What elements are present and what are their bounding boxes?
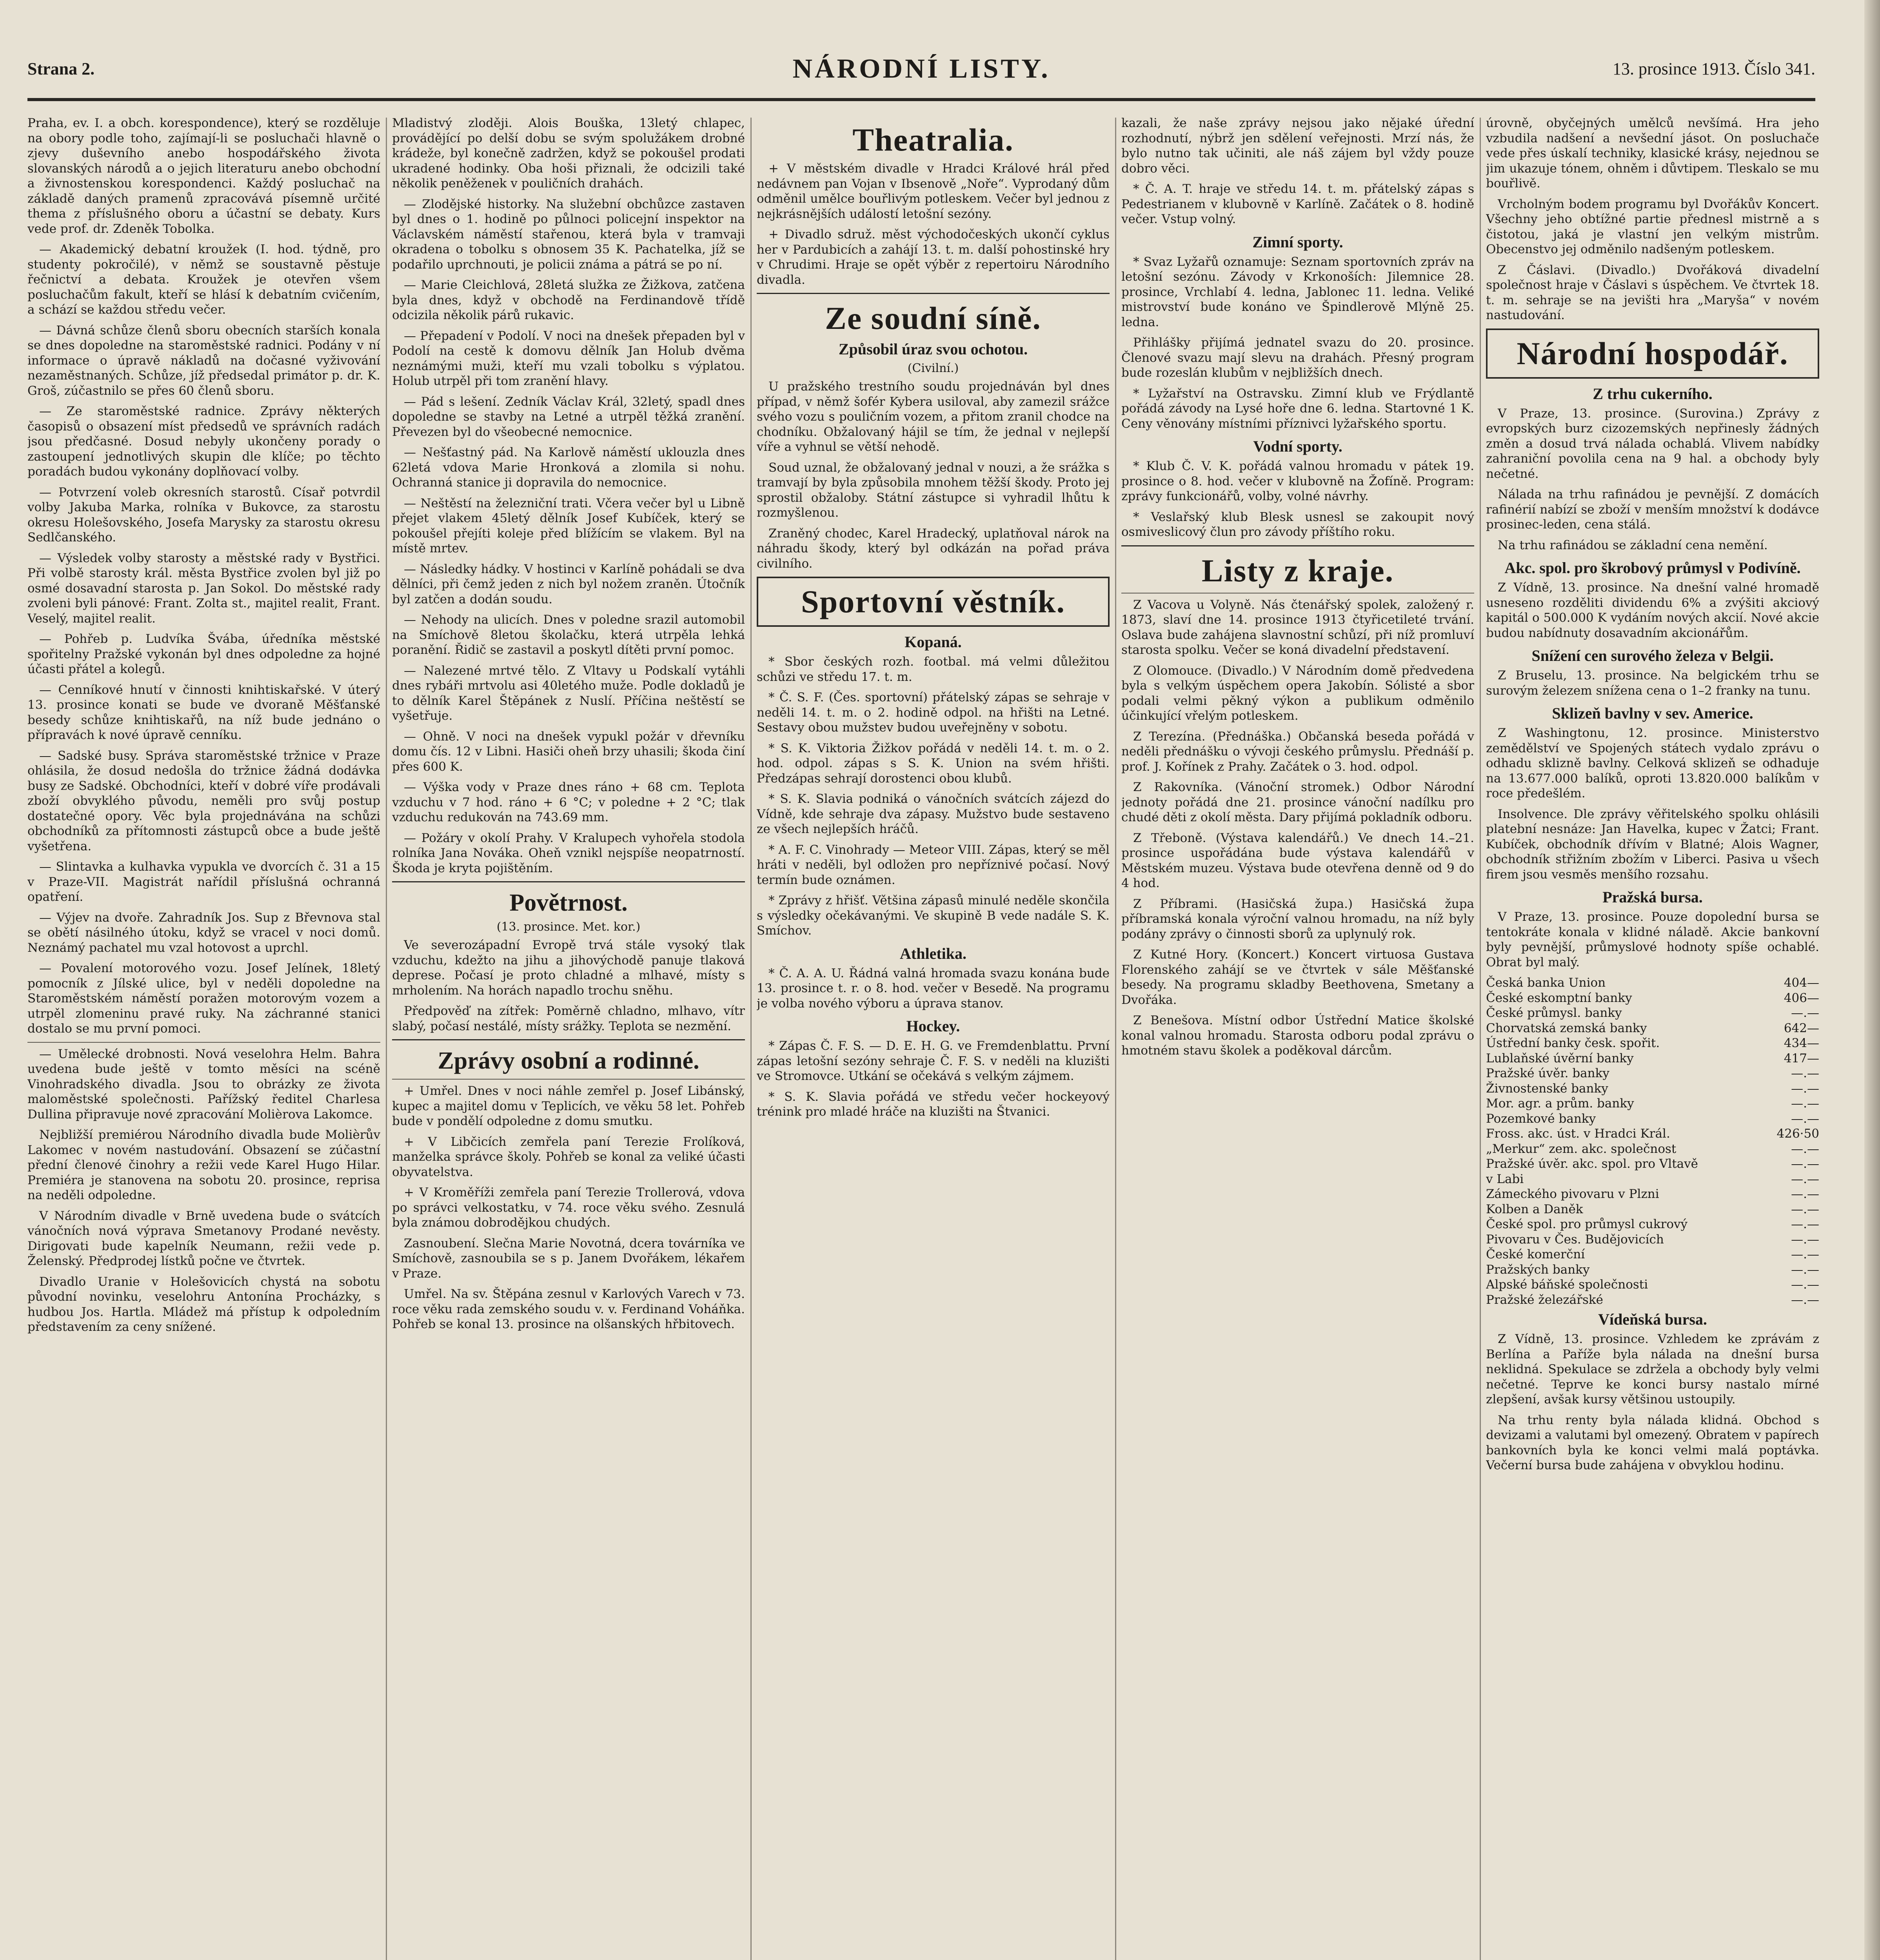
security-price: —.— [1791,1292,1819,1307]
date-issue: 13. prosince 1913. Číslo 341. [1613,59,1815,78]
security-price: 417— [1784,1051,1819,1065]
security-price: 426·50 [1776,1127,1819,1141]
article-text: + V Libčicích zemřela paní Terezie Frolíková, manželka správce školy. Pohřeb se konal za veliké účasti obyvatelstva. [392,1134,745,1179]
security-name: Pivovaru v Čes. Budějovicích [1486,1232,1664,1247]
security-name: České spol. pro průmysl cukrový [1486,1217,1688,1231]
section-divider [1121,545,1474,546]
section-subheading: Hockey. [906,1017,960,1035]
security-price: —.— [1791,1066,1819,1080]
page-label: Strana 2. [27,59,95,78]
column-1 [27,116,380,1960]
table-row [1486,1187,1819,1202]
section-heading-court: Ze soudní síně. [825,300,1041,336]
security-name: Pražské úvěr. banky [1486,1066,1609,1080]
article-text: * Zápas Č. F. S. — D. E. H. G. ve Fremdenblattu. První zápas letošní sezóny sehraje Č. F. S. v neděli na kluzišti ve Stromovce. Utkání se očekává s velkým zájmem. [757,1039,1110,1083]
article-text: Z Terezína. (Přednáška.) Občanská beseda pořádá v neděli přednášku o vývoji českého průmyslu. Přednáší p. prof. J. Kořínek z Prahy. Začátek o 3. hod. odpol. [1121,729,1474,774]
security-name: Fross. akc. úst. v Hradci Král. [1486,1127,1670,1141]
column-rule [1480,118,1481,1960]
article-text: — Ze staroměstské radnice. Zprávy některých časopisů o obsazení míst předsedů ve správních radách jsou předčasné. Dosud nebyly ukončeny porady o zastoupení jednotlivých skupin dle klíče; po těchto poradách budou vykonány doplňovací volby. [27,404,380,479]
article-text: — Pohřeb p. Ludvíka Švába, úředníka městské spořitelny Pražské vykonán byl dnes odpoledne za hojné účasti přátel a kolegů. [27,632,380,676]
section-heading-theatre: Theatralia. [852,122,1014,158]
column-3 [757,116,1110,1960]
article-text: Z Příbrami. (Hasičská župa.) Hasičská župa příbramská konala výroční valnou hromadu, na níž byly podány zprávy o činnosti sborů za uplynulý rok. [1121,897,1474,941]
section-subheading: Zimní sporty. [1252,233,1343,251]
article-text: — Následky hádky. V hostinci v Karlíně pohádali se dva dělníci, při čemž jeden z nich byl nožem zraněn. Útočník byl zatčen a dodán soudu. [392,562,745,606]
section-subheading: (13. prosince. Met. kor.) [496,920,641,934]
article-text: Z Benešova. Místní odbor Ústřední Matice školské konal valnou hromadu. Starosta odboru podal zprávu o hmotném stavu školek a poděkoval dárcům. [1121,1013,1474,1058]
article-text: — Sadské busy. Správa staroměstské tržnice v Praze ohlásila, že dosud nedošla do tržnice žádná dodávka busy ze Sadské. Obchodníci, kteří v dobré víře prodávali zboží obvyklého původu, neměli pro svůj postup dostatečné opory. Věc byla projednávána na schůzi obchodníků za přítomnosti zástupců obce a bude ještě vyšetřena. [27,748,380,853]
article-text: — Požáry v okolí Prahy. V Kralupech vyhořela stodola rolníka Jana Nováka. Oheň vznikl nejspíše neopatrností. Škoda je kryta pojištěním. [392,831,745,875]
security-name: České průmysl. banky [1486,1006,1622,1020]
article-text: — Cenníkové hnutí v činnosti knihtiskařské. V úterý 13. prosince konati se bude ve dvoraně Měšťanské besedy schůze knihtiskařů, na níž bude jednáno o přípravách k nové úpravě cenníku. [27,682,380,742]
table-row [1486,1036,1819,1051]
security-name: Chorvatská zemská banky [1486,1021,1647,1035]
section-subheading: Z trhu cukerního. [1593,385,1713,403]
article-text: Vrcholným bodem programu byl Dvořákův Koncert. Všechny jeho obtížné partie přednesl mistrně a s čistotou, jaká je vlastní jen velkým mistrům. Obecenstvo jej odměnilo nadšeným potleskem. [1486,197,1819,256]
article-text: — Zlodějské historky. Na služební obchůzce zastaven byl dnes o 1. hodině po půlnoci policejní inspektor na Václavském náměstí stařenou, která byla v tramvaji okradena o tobolku s obnosem 35 K. Pachatelka, jíž se podařilo uprchnouti, je policii známa a pátrá se po ní. [392,197,745,272]
article-text: * S. K. Slavia pořádá ve středu večer hockeyový trénink pro mladé hráče na kluzišti na Štvanici. [757,1089,1110,1119]
security-name: Mor. agr. a prům. banky [1486,1096,1634,1111]
table-row [1486,1111,1819,1127]
article-text: V Národním divadle v Brně uvedena bude o svátcích vánočních nová výprava Smetanovy Prodané nevěsty. Dirigovati bude kapelník Neumann, režii vede p. Želenský. Předprodej lístků počne ve čtvrtek. [27,1209,380,1268]
section-divider [27,1042,380,1043]
table-row [1486,1126,1819,1142]
security-price: —.— [1791,1262,1819,1277]
page-header [27,51,1815,101]
section-subheading: Pražská bursa. [1602,888,1703,906]
article-text: U pražského trestního soudu projednáván byl dnes případ, v němž šofér Kybera usiloval, aby zamezil srážce svého vozu s pouličním vozem, a přitom zranil chodce na chodníku. Obžalovaný hájil se tím, že jednal v nejlepší víře a vyhnul se větší nehodě. [757,379,1110,454]
column-rule [750,118,752,1960]
security-price: —.— [1791,1278,1819,1292]
section-heading-personal-news: Zprávy osobní a rodinné. [438,1047,699,1074]
security-price: 434— [1784,1036,1819,1050]
table-row [1486,1005,1819,1021]
security-price: —.— [1791,1247,1819,1261]
article-text: Z Vacova u Volyně. Nás čtenářský spolek, založený r. 1873, slaví dne 14. prosince 1913 čtyřicetileté trvání. Oslava bude zahájena slavnostní schůzí, při níž promluví starosta spolku. Večer se koná divadelní představení. [1121,597,1474,657]
article-headline: Způsobil úraz svou ochotou. [838,340,1028,358]
table-row [1486,1292,1819,1308]
article-text: — Marie Cleichlová, 28letá služka ze Žižkova, zatčena byla dnes, když v obchodě na Ferdinandově třídě odcizila několik párů rukavic. [392,278,745,322]
article-text: * S. K. Viktoria Žižkov pořádá v neděli 14. t. m. o 2. hod. odpol. zápas s S. K. Union na svém hřišti. Předzápas sehrají dorostenci obou klubů. [757,741,1110,786]
column-rule [386,118,387,1960]
security-price: —.— [1791,1081,1819,1096]
section-subheading: Athletika. [900,944,966,962]
section-divider [392,881,745,882]
article-text: Z Olomouce. (Divadlo.) V Národním domě předvedena byla s velkým úspěchem opera Jakobín. Sólisté a sbor podali velmi pěkný výkon a publikum odměnilo účinkující vřelým potleskem. [1121,663,1474,723]
newspaper-title: NÁRODNÍ LISTY. [792,54,1050,84]
article-text: — Umělecké drobnosti. Nová veselohra Helm. Bahra uvedena bude ještě v tomto měsíci na scéně Vinohradského divadla. Jsou to obrázky ze života maloměstské společnosti. Pařížský ředitel Charlesa Dullina připravuje nové zpracování Molièrova Lakomce. [27,1047,380,1122]
table-row [1486,1277,1819,1292]
article-text: Na trhu renty byla nálada klidná. Obchod s devizami a valutami byl omezený. Obratem v papírech bankovních byla ke konci velmi malá poptávka. Večerní bursa bude zahájena v obvyklou hodinu. [1486,1413,1819,1472]
article-text: Zraněný chodec, Karel Hradecký, uplatňoval nárok na náhradu škody, který byl odkázán na pořad práva civilního. [757,526,1110,571]
article-text: Ve severozápadní Evropě trvá stále vysoký tlak vzduchu, kdežto na jihu a jihovýchodě panuje tlaková deprese. Počasí je proto chladné a mlhavé, místy s mrholením. Na horách napadlo trochu sněhu. [392,938,745,998]
article-text: — Neštěstí na železniční trati. Včera večer byl u Libně přejet vlakem 45letý dělník Josef Kubíček, který se pokoušel přejíti koleje před blížícím se vlakem. Byl na místě mrtev. [392,496,745,555]
table-row [1486,1156,1819,1172]
security-name: Alpské báňské společnosti [1486,1278,1648,1292]
security-name: České komerční [1486,1247,1585,1261]
article-text: + Umřel. Dnes v noci náhle zemřel p. Josef Libánský, kupec a majitel domu v Teplicích, ve věku 58 let. Pohřeb bude v pondělí odpoledne z domu smutku. [392,1084,745,1128]
article-text: Z Vídně, 13. prosince. Na dnešní valné hromadě usneseno rozděliti dividendu 6% a zvýšiti akciový kapitál o 500.000 K vydáním nových akcií. Nové akcie budou nabídnuty dosavadním akcionářům. [1486,581,1819,640]
section-subheading: Sklizeň bavlny v sev. Americe. [1552,704,1753,722]
table-row [1486,1096,1819,1111]
article-text: * Veslařský klub Blesk usnesl se zakoupit nový osmiveslicový člun pro závody příštího roku. [1121,510,1474,539]
article-text: Z Bruselu, 13. prosince. Na belgickém trhu se surovým železem snížena cena o 1–2 franky na tunu. [1486,668,1819,698]
article-text: Z Washingtonu, 12. prosince. Ministerstvo zemědělství ve Spojených státech vydalo zprávu o odhadu sklizně bavlny. Celková sklizeň se odhaduje na 13.677.000 balíků, oproti 13.820.000 balíkům v roce předešlém. [1486,726,1819,800]
table-row [1486,1232,1819,1247]
section-heading-weather: Povětrnost. [509,889,628,916]
table-row [1486,1066,1819,1081]
article-text: Praha, ev. I. a obch. korespondence), který se rozděluje na obory podle toho, zajímají-li se posluchači hlavně o zjevy duševního anebo hospodářského života slovanských národů a o jejich literaturu anebo obchodní a živnostenskou korespondenci. Každý posluchač na základě daných pramenů zpracovává písemně určité thema z příslušného oboru a účastní se debaty. Kurs vede prof. dr. Zdeněk Tobolka. [27,116,380,236]
table-row [1486,975,1819,991]
article-text: — Nehody na ulicích. Dnes v poledne srazil automobil na Smíchově 8letou školačku, která utrpěla lehká poranění. Řidič se zastavil a poskytl dítěti první pomoc. [392,613,745,657]
table-row [1486,1021,1819,1036]
article-text: Z Čáslavi. (Divadlo.) Dvořáková divadelní společnost hraje v Čáslavi s úspěchem. Ve čtvrtek 18. t. m. sehraje se na jevišti hra „Maryša“ v novém nastudování. [1486,263,1819,322]
table-row [1486,1247,1819,1262]
security-name: v Labi [1486,1172,1524,1186]
section-subheading: Kopaná. [905,633,962,651]
article-text: + V městském divadle v Hradci Králové hrál před nedávnem pan Vojan v Ibsenově „Noře“. Vyprodaný dům odměnil umělce bouřlivým potleskem. Večer byl jednou z nejkrásnějších událostí letošní sezóny. [757,162,1110,221]
article-text: * Lyžařství na Ostravsku. Zimní klub ve Frýdlantě pořádá závody na Lysé hoře dne 6. ledna. Startovné 1 K. Ceny věnovány místními příznivci lyžařského sportu. [1121,386,1474,431]
security-name: Kolben a Daněk [1486,1202,1583,1216]
article-text: Zasnoubení. Slečna Marie Novotná, dcera továrníka ve Smíchově, zasnoubila se s p. Janem Dvořákem, lékařem v Praze. [392,1236,745,1281]
security-name: Pražské železářské [1486,1292,1603,1307]
article-text: Na trhu rafinádou se základní cena nemění. [1498,538,1768,552]
column-2 [392,116,745,1960]
article-text: — Dávná schůze členů sboru obecních starších konala se dnes dopoledne na staroměstské radnici. Podány v ní informace o úpravě nákladů na dočasné vyživování nezaměstnaných. Schůze, jíž předsedal primátor p. dr. K. Groš, zúčastnilo se přes 60 členů sboru. [27,323,380,398]
table-row [1486,1202,1819,1217]
article-text: Umřel. Na sv. Štěpána zesnul v Karlových Varech v 73. roce věku rada zemského soudu v. v. Ferdinand Voháňka. Pohřeb se konal 13. prosince na olšanských hřbitovech. [392,1287,745,1331]
article-text: Nejbližší premiérou Národního divadla bude Molièrův Lakomec v novém nastudování. Obsazení se zúčastní přední členové činohry a režii vede Karel Hugo Hilar. Premiéra je stanovena na sobotu 20. prosince, reprisa na neděli odpoledne. [27,1128,380,1202]
table-row [1486,1262,1819,1278]
article-text: Mladistvý zloději. Alois Bouška, 13letý chlapec, provádějící po delší dobu se svým spolužákem drobné krádeže, byl konečně zadržen, když se pokoušel prodati ukradené hodinky. Oba hoši přiznali, že odcizili také několik peněženek v pouličních drahách. [392,116,745,191]
article-text: V Praze, 13. prosince. (Surovina.) Zprávy z evropských burz cizozemských nepřinesly žádných změn a dosud trvá nálada ochablá. Vlivem nabídky zahraniční povolila cena na 9 hal. a obchody byly nečetné. [1486,406,1819,481]
security-price: —.— [1791,1187,1819,1201]
security-price: —.— [1791,1172,1819,1186]
table-row [1486,1172,1819,1187]
article-text: * A. F. C. Vinohrady — Meteor VIII. Zápas, který se měl hráti v neděli, byl odložen pro nepříznivé počasí. Nový termín bude oznámen. [757,842,1110,887]
security-name: Pozemkové banky [1486,1111,1596,1126]
security-name: Lublaňské úvěrní banky [1486,1051,1634,1065]
security-price: —.— [1791,1142,1819,1156]
security-price: —.— [1791,1217,1819,1231]
section-subheading: Vodní sporty. [1253,437,1342,455]
security-price: 642— [1784,1021,1819,1035]
section-subheading: Vídeňská bursa. [1598,1310,1707,1328]
article-text: * Sbor českých rozh. footbal. má velmi důležitou schůzi ve středu 17. t. m. [757,655,1110,684]
article-text: Z Vídně, 13. prosince. Vzhledem ke zprávám z Berlína a Paříže byla nálada na dnešní bursa neklidná. Spekulace se zdržela a obchody byly velmi nečetné. Teprve ke konci bursy nastalo mírné zlepšení, avšak kursy většinou ustoupily. [1486,1332,1819,1406]
article-text: — Nešťastný pád. Na Karlově náměstí uklouzla dnes 62letá vdova Marie Hronková a zlomila si nohu. Ochranná stanice ji dopravila do nemocnice. [392,445,745,490]
section-divider [392,1079,745,1080]
page-edge [1864,0,1880,1960]
article-text: Z Třeboně. (Výstava kalendářů.) Ve dnech 14.–21. prosince uspořádána bude výstava kalendářů v Městském muzeu. Výstava bude otevřena denně od 9 do 4 hod. [1121,831,1474,890]
article-text: — Nalezené mrtvé tělo. Z Vltavy u Podskalí vytáhli dnes rybáři mrtvolu asi 40letého muže. Podle dokladů je to dělník Karel Štěpánek z Nuslí. Příčina neštěstí se vyšetřuje. [392,663,745,723]
security-price: —.— [1791,1157,1819,1171]
article-text: — Přepadení v Podolí. V noci na dnešek přepaden byl v Podolí na cestě k domovu dělník Jan Holub dvěma neznámými muži, kteří mu vzali tobolku s výplatou. Holub utrpěl při tom zranění hlavy. [392,328,745,388]
article-text: Z Rakovníka. (Vánoční stromek.) Odbor Národní jednoty pořádá dne 21. prosince vánoční nadílku pro chudé děti z okolí města. Dary přijímá pokladník odboru. [1121,780,1474,824]
table-row [1486,1081,1819,1096]
bourse-table [1486,975,1819,1307]
security-price: —.— [1791,1232,1819,1247]
security-name: Ústřední banky česk. spořit. [1486,1036,1660,1050]
article-text: — Akademický debatní kroužek (I. hod. týdně, pro studenty pokročilé), v němž se soustavně pěstuje řečnictví a debata. Kroužek je otevřen všem posluchačům fakult, kteří se hlásí k debatním cvičením, a schází se každou středu večer. [27,242,380,317]
sport-heading-box [757,577,1110,627]
article-text: Insolvence. Dle zprávy věřitelského spolku ohlásili platební nesnáze: Jan Havelka, kupec v Žatci; Frant. Kubíček, obchodník dřívím v Blatné; Alois Wagner, obchodník střižním zbožím v Liberci. Pasiva u všech firem jsou vesměs menšího rozsahu. [1486,807,1819,882]
security-price: 406— [1784,991,1819,1005]
table-row [1486,1051,1819,1066]
security-name: Pražské úvěr. akc. spol. pro Vltavě [1486,1157,1698,1171]
article-text: Divadlo Uranie v Holešovicích chystá na sobotu původní novinku, veselohru Antonína Procházky, s hudbou Jos. Hartla. Mládež má přístup k odpoledním představením za ceny snížené. [27,1274,380,1334]
article-text: — Slintavka a kulhavka vypukla ve dvorcích č. 31 a 15 v Praze-VII. Magistrát nařídil příslušná ochranná opatření. [27,860,380,904]
section-heading-regional: Listy z kraje. [1201,552,1394,588]
article-text: Předpověď na zítřek: Poměrně chladno, mlhavo, vítr slabý, počasí nestálé, místy srážky. Teplota se nezmění. [392,1004,745,1033]
article-text: * Č. A. T. hraje ve středu 14. t. m. přátelský zápas s Pedestrianem v klubovně v Karlíně. Začátek o 8. hodině večer. Vstup volný. [1121,182,1474,226]
article-text: * Zprávy z hřišť. Většina zápasů minulé neděle skončila s výsledky očekávanými. Ve skupině B vede nadále S. K. Smíchov. [757,893,1110,938]
table-row [1486,991,1819,1006]
section-subheading: Snížení cen surového železa v Belgii. [1531,647,1774,664]
security-name: „Merkur“ zem. akc. společnost [1486,1142,1677,1156]
table-row [1486,1142,1819,1157]
article-text: Soud uznal, že obžalovaný jednal v nouzi, a že srážka s tramvají by byla způsobila mnohem těžší škody. Proto jej sprostil obžaloby. Státní zástupce si vyhradil lhůtu k rozmyšlenou. [757,460,1110,520]
table-row [1486,1217,1819,1232]
section-subheading: (Civilní.) [907,361,959,375]
article-text: — Výška vody v Praze dnes ráno + 68 cm. Teplota vzduchu v 7 hod. ráno + 6 °C; v poledne + 2 °C; tlak vzduchu redukován na 743.69 mm. [392,780,745,824]
security-price: —.— [1791,1111,1819,1126]
section-subheading: Akc. spol. pro škrobový průmysl v Podivíně. [1504,559,1801,577]
article-text: — Povalení motorového vozu. Josef Jelínek, 18letý pomocník z Jílské ulice, byl v neděli dopoledne na Staroměstském náměstí poražen motorovým vozem a utrpěl zlomeninu pravé ruky. Na záchranné stanici dostalo se mu první pomoci. [27,961,380,1036]
article-text: Nálada na trhu rafinádou je pevnější. Z domácích rafinérií nabízí se zboží v menším množství k dodávce prosinec-leden, cena stálá. [1486,487,1819,532]
article-text: * Č. A. A. U. Řádná valná hromada svazu konána bude 13. prosince t. r. o 8. hod. večer v Besedě. Na programu je volba nového výboru a úprava stanov. [757,966,1110,1011]
article-text: * S. K. Slavia podniká o vánočních svátcích zájezd do Vídně, kde sehraje dva zápasy. Mužstvo bude sestaveno ze všech nejlepších hráčů. [757,792,1110,836]
article-text: — Potvrzení voleb okresních starostů. Císař potvrdil volby Jakuba Marka, rolníka v Bukovce, za starostu okresu Holešovského, Josefa Marysky za starostu okresu Sedlčanského. [27,485,380,544]
article-text: V Praze, 13. prosince. Pouze dopolední bursa se tentokráte konala v klidné náladě. Akcie bankovní byly pevnější, průmyslové hodnoty spíše ochablé. Obrat byl malý. [1486,910,1819,969]
column-rule [1115,118,1116,1960]
article-text: — Pád s lešení. Zedník Václav Král, 32letý, spadl dnes dopoledne se stavby na Letné a utrpěl těžká zranění. Převezen byl do všeobecné nemocnice. [392,394,745,439]
article-text: kazali, že naše zprávy nejsou jako nějaké úřední rozhodnutí, nýbrž jen sdělení veřejnosti. Mrzí nás, že bylo nutno tak učiniti, ale náš zájem byl vždy pouze dobro věci. [1121,116,1474,176]
article-text: — Výjev na dvoře. Zahradník Jos. Sup z Břevnova stal se obětí násilného útoku, když se vracel v noci domů. Neznámý pachatel mu vzal hotovost a uprchl. [27,910,380,955]
security-price: —.— [1791,1006,1819,1020]
article-text: Z Kutné Hory. (Koncert.) Koncert virtuosa Gustava Florenského zahájí se ve čtvrtek v sále Měšťanské besedy. Na programu skladby Beethovena, Smetany a Dvořáka. [1121,947,1474,1007]
section-divider [392,1039,745,1040]
column-4 [1121,116,1474,1960]
article-text: + Divadlo sdruž. měst východočeských ukončí cyklus her v Pardubicích a zahájí 13. t. m. další pohostinské hry v Chrudimi. Hraje se opět výběr z repertoiru Národního divadla. [757,227,1110,287]
security-price: 404— [1784,976,1819,990]
section-divider [757,293,1110,294]
security-name: Pražských banky [1486,1262,1590,1277]
section-heading-economy: Národní hospodář. [1517,335,1789,371]
security-name: Živnostenské banky [1486,1081,1608,1096]
security-price: —.— [1791,1202,1819,1216]
article-text: Přihlášky přijímá jednatel svazu do 20. prosince. Členové svazu mají slevu na drahách. Přesný program bude rozeslán klubům v nejbližších dnech. [1121,336,1474,380]
security-name: Česká banka Union [1486,976,1606,990]
security-price: —.— [1791,1096,1819,1111]
security-name: České eskomptní banky [1486,991,1632,1005]
article-text: + V Kroměříži zemřela paní Terezie Trollerová, vdova po správci velkostatku, v 74. roce věku svého. Zesnulá byla známou dobrodějkou chudých. [392,1185,745,1230]
article-text: — Výsledek volby starosty a městské rady v Bystřici. Při volbě starosty král. města Bystřice zvolen byl již po osmé dosavadní starosta p. Jan Sokol. Do městské rady zvoleni byli pánové: Frant. Zolta st., majitel realit, Frant. Veselý, majitel realit. [27,551,380,626]
article-text: * Č. S. F. (Čes. sportovní) přátelský zápas se sehraje v neděli 14. t. m. o 2. hodině odpol. na hřišti na Letné. Sestavy obou mužstev budou uveřejněny v sobotu. [757,690,1110,735]
economy-heading-box [1486,328,1819,379]
section-heading-sport: Sportovní věstník. [801,584,1065,619]
article-text: — Ohně. V noci na dnešek vypukl požár v dřevníku domu čís. 12 v Libni. Hasiči oheň brzy uhasili; škoda činí přes 600 K. [392,729,745,774]
article-text: * Svaz Lyžařů oznamuje: Seznam sportovních zpráv na letošní sezónu. Závody v Krkonoších: Jilemnice 28. prosince, Vrchlabí 4. ledna, Jablonec 11. ledna. Veliké mistrovství bude konáno ve Špindlerově Mlýně 25. ledna. [1121,254,1474,329]
column-5 [1486,116,1819,1960]
article-text: úrovně, obyčejných umělců nevšímá. Hra jeho vzbudila nadšení a nevšední jásot. On posluchače vede přes úskalí techniky, klasické krásy, nejednou se jim ukazuje tónem, ohněm i důvtipem. Tleskalo se mu bouřlivě. [1486,116,1819,191]
security-name: Zámeckého pivovaru v Plzni [1486,1187,1659,1201]
article-text: * Klub Č. V. K. pořádá valnou hromadu v pátek 19. prosince o 8. hod. večer v klubovně na Žofíně. Program: zprávy funkcionářů, volby, volné návrhy. [1121,459,1474,503]
